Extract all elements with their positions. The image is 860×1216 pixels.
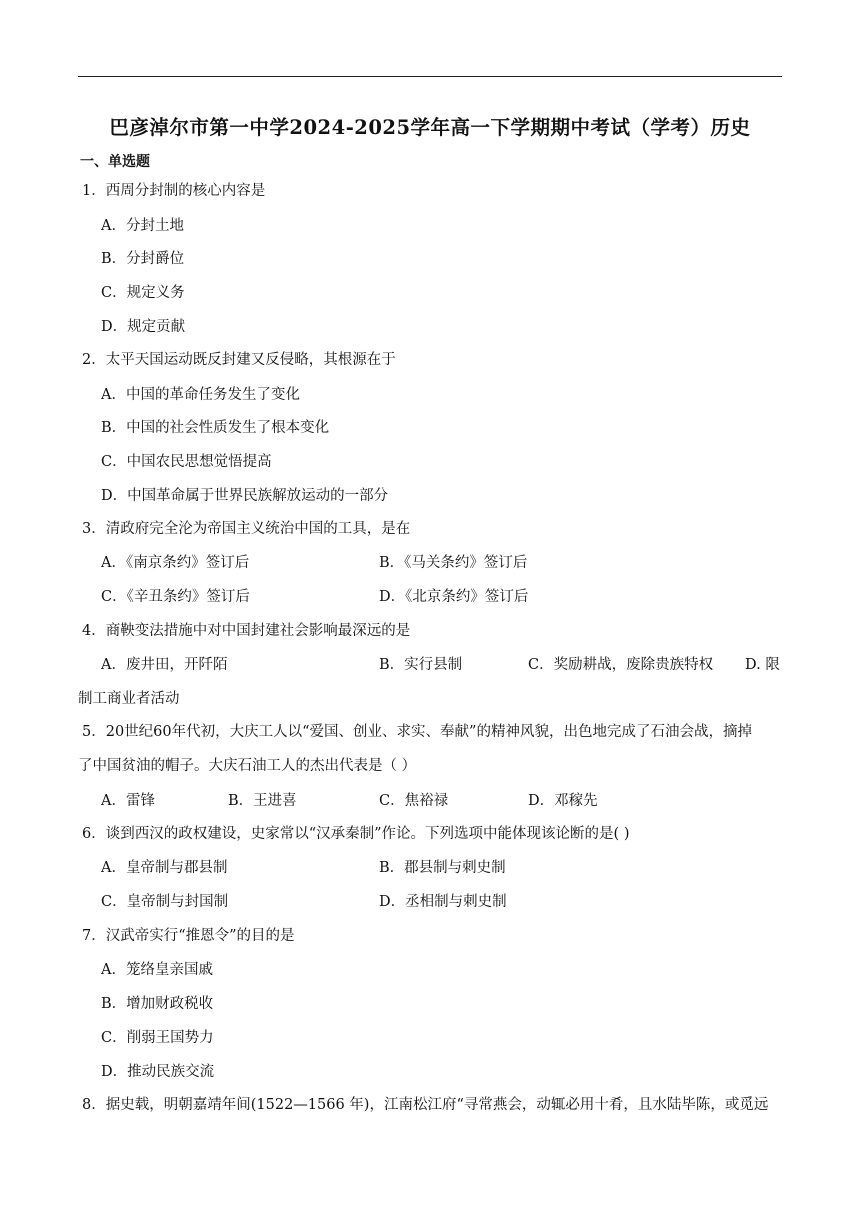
option-6b: B．郡县制与刺史制 <box>379 860 506 876</box>
question-7 <box>82 924 295 945</box>
option-6d: D．丞相制与刺史制 <box>379 894 507 910</box>
option-4b: B．实行县制 <box>379 657 463 673</box>
question-stem: 商鞅变法措施中对中国封建社会影响最深远的是 <box>105 623 411 639</box>
option-4d-continuation: 制工商业者活动 <box>78 691 180 707</box>
question-stem: 据史载，明朝嘉靖年间(1522—1566 年)，江南松江府“寻常燕会，动辄必用十肴，且水陆毕陈，或觅远 <box>105 1097 769 1113</box>
option-3d: D．《北京条约》签订后 <box>379 589 529 605</box>
option-5a: A．雷锋 <box>101 793 155 809</box>
option-1d: D．规定贡献 <box>101 319 186 335</box>
option-1c: C．规定义务 <box>101 285 185 301</box>
question-stem: 20世纪60年代初，大庆工人以“爱国、创业、求实、奉献”的精神风貌，出色地完成了石油会战，摘掉 <box>105 724 752 740</box>
question-1 <box>82 179 265 200</box>
question-stem: 谈到西汉的政权建设，史家常以“汉承秦制”作论。下列选项中能体现该论断的是( ) <box>105 826 630 842</box>
option-7b: B．增加财政税收 <box>101 996 214 1012</box>
question-stem: 清政府完全沦为帝国主义统治中国的工具，是在 <box>105 521 411 537</box>
question-3 <box>82 517 410 538</box>
option-4d: D. 限 <box>745 657 780 673</box>
question-number: 1． <box>82 183 106 199</box>
question-number: 7． <box>82 928 106 944</box>
question-stem: 太平天国运动既反封建又反侵略，其根源在于 <box>105 352 396 368</box>
question-number: 2． <box>82 352 106 368</box>
option-2c: C．中国农民思想觉悟提高 <box>101 454 272 470</box>
option-7a: A．笼络皇亲国戚 <box>101 962 213 978</box>
question-number: 4． <box>82 623 106 639</box>
question-4 <box>82 619 410 640</box>
option-2a: A．中国的革命任务发生了变化 <box>101 387 300 403</box>
option-2d: D．中国革命属于世界民族解放运动的一部分 <box>101 488 389 504</box>
question-number: 6． <box>82 826 106 842</box>
option-4a: A．废井田，开阡陌 <box>101 657 228 673</box>
question-6 <box>82 822 629 843</box>
option-3b: B．《马关条约》签订后 <box>379 555 528 571</box>
exam-title: 巴彦淖尔市第一中学2024-2025学年高一下学期期中考试（学考）历史 <box>109 116 751 139</box>
option-3c: C．《辛丑条约》签订后 <box>101 589 250 605</box>
option-3a: A．《南京条约》签订后 <box>101 555 250 571</box>
question-5-continuation: 了中国贫油的帽子。大庆石油工人的杰出代表是（ ） <box>78 758 417 774</box>
option-5c: C．焦裕禄 <box>379 793 449 809</box>
option-7c: C．削弱王国势力 <box>101 1030 214 1046</box>
question-2 <box>82 348 396 369</box>
option-6a: A．皇帝制与郡县制 <box>101 860 228 876</box>
question-stem: 汉武帝实行“推恩令”的目的是 <box>105 928 295 944</box>
question-8 <box>82 1093 768 1114</box>
option-7d: D．推动民族交流 <box>101 1064 215 1080</box>
option-2b: B．中国的社会性质发生了根本变化 <box>101 420 330 436</box>
option-6c: C．皇帝制与封国制 <box>101 894 229 910</box>
option-4c: C．奖励耕战，废除贵族特权 <box>528 657 714 673</box>
header-rule <box>78 76 782 77</box>
option-1a: A．分封土地 <box>101 218 184 234</box>
question-number: 3． <box>82 521 106 537</box>
section-heading: 一、单选题 <box>80 154 150 170</box>
question-5 <box>82 720 752 741</box>
question-number: 8． <box>82 1097 106 1113</box>
option-5d: D．邓稼先 <box>528 793 598 809</box>
question-number: 5． <box>82 724 106 740</box>
option-5b: B．王进喜 <box>228 793 297 809</box>
option-1b: B．分封爵位 <box>101 251 185 267</box>
question-stem: 西周分封制的核心内容是 <box>105 183 266 199</box>
